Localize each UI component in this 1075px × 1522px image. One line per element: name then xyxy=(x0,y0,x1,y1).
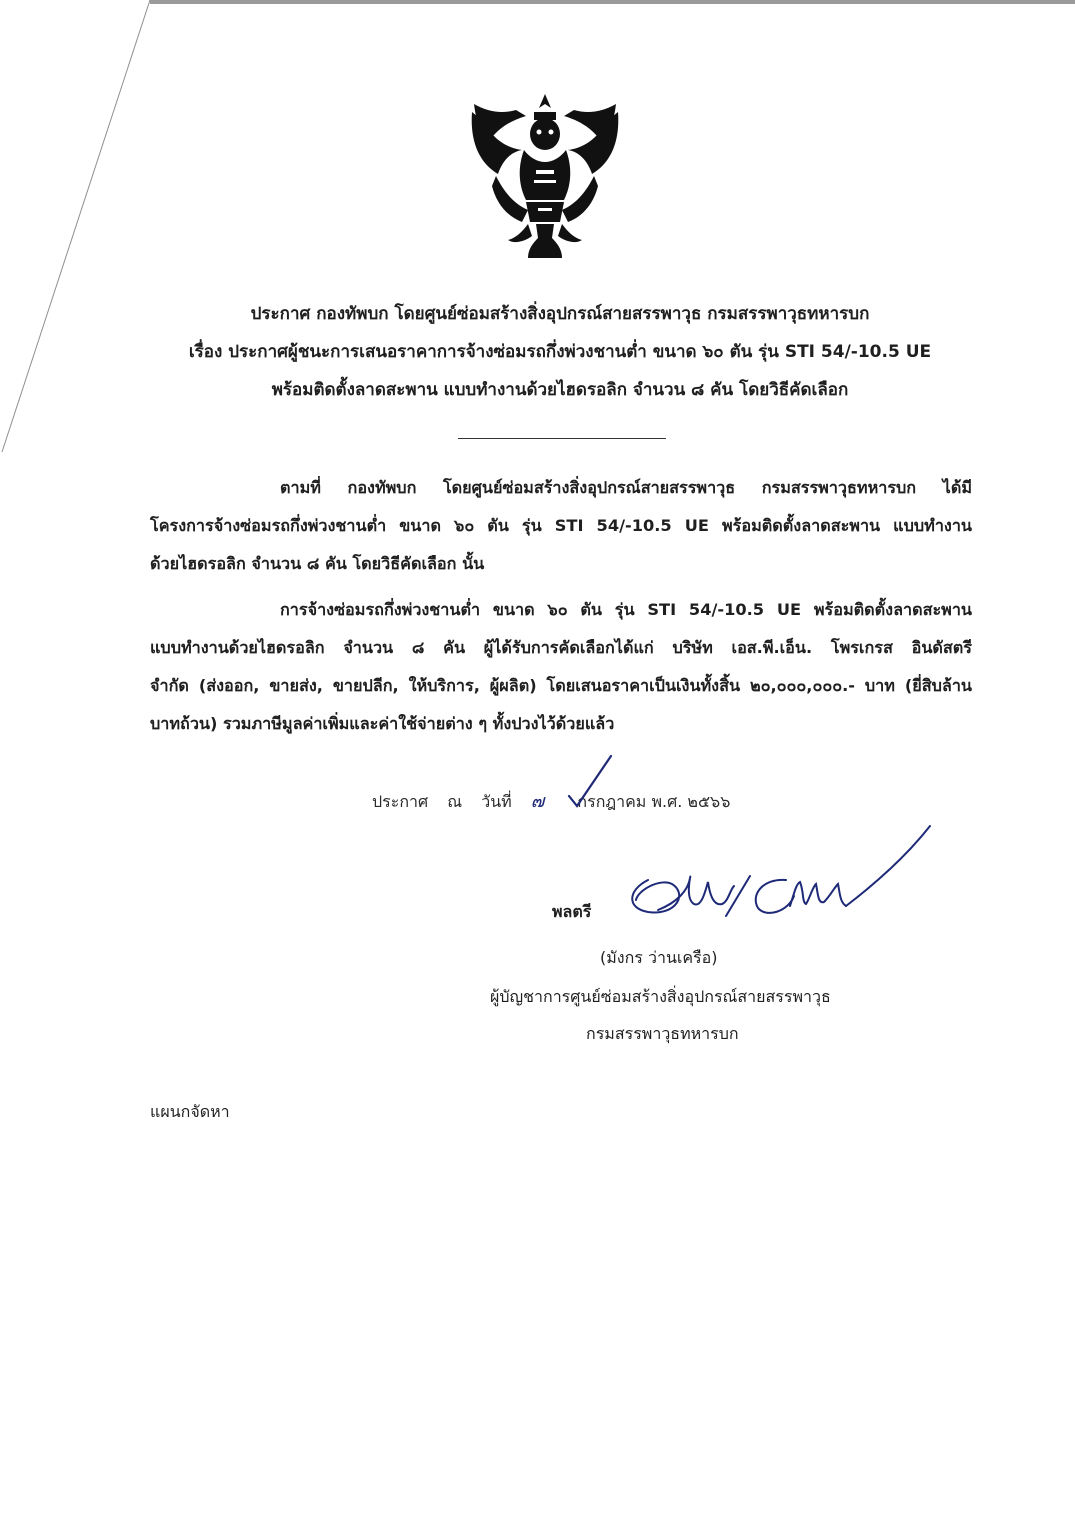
announcement-title: ประกาศ กองทัพบก โดยศูนย์ซ่อมสร้างสิ่งอุปกรณ์สายสรรพาวุธ กรมสรรพาวุธทหารบก xyxy=(250,304,870,324)
paragraph1-line: ตามที่ กองทัพบก โดยศูนย์ซ่อมสร้างสิ่งอุปกรณ์สายสรรพาวุธ กรมสรรพาวุธทหารบก ได้มี xyxy=(280,478,972,497)
signatory-position: ผู้บัญชาการศูนย์ซ่อมสร้างสิ่งอุปกรณ์สายสรรพาวุธ xyxy=(490,987,831,1006)
paragraph2-line: แบบทำงานด้วยไฮดรอลิก จำนวน ๘ คัน ผู้ได้รับการคัดเลือกได้แก่ บริษัท เอส.พี.เอ็น. โพรเกรส อินดัสตรี xyxy=(150,638,972,657)
paragraph2-line: จำกัด (ส่งออก, ขายส่ง, ขายปลีก, ให้บริการ, ผู้ผลิต) โดยเสนอราคาเป็นเงินทั้งสิ้น ๒๐,๐๐๐,๐๐๐.- บาท (ยี่สิบล้าน xyxy=(150,676,972,695)
handwritten-check-mark xyxy=(555,752,615,812)
paragraph2-line: บาทถ้วน) รวมภาษีมูลค่าเพิ่มและค่าใช้จ่ายต่าง ๆ ทั้งปวงไว้ด้วยแล้ว xyxy=(150,714,615,733)
scan-top-edge xyxy=(150,0,1075,4)
paragraph2-line: การจ้างซ่อมรถกึ่งพ่วงชานต่ำ ขนาด ๖๐ ตัน รุ่น STI 54/-10.5 UE พร้อมติดตั้งลาดสะพาน xyxy=(280,600,972,619)
signatory-rank: พลตรี xyxy=(552,902,592,921)
scan-page-edge xyxy=(0,0,160,460)
date-day-label: วันที่ xyxy=(481,792,512,811)
handwritten-signature xyxy=(618,820,938,930)
paragraph1-line: ด้วยไฮดรอลิก จำนวน ๘ คัน โดยวิธีคัดเลือก นั้น xyxy=(150,554,485,573)
date-announced-label: ประกาศ xyxy=(372,792,429,811)
responsible-section: แผนกจัดหา xyxy=(150,1102,230,1121)
garuda-emblem-icon xyxy=(466,92,624,260)
date-day-value: ๗ xyxy=(530,791,545,812)
title-divider xyxy=(458,438,666,439)
signatory-department: กรมสรรพาวุธทหารบก xyxy=(586,1024,739,1043)
announcement-subject: เรื่อง ประกาศผู้ชนะการเสนอราคาการจ้างซ่อมรถกึ่งพ่วงชานต่ำ ขนาด ๖๐ ตัน รุ่น STI 54/-10.5 UE xyxy=(188,342,932,362)
date-month-year: กรกฎาคม พ.ศ. ๒๕๖๖ xyxy=(577,792,731,811)
signatory-name: (มังกร ว่านเครือ) xyxy=(600,948,718,967)
announcement-subject-cont: พร้อมติดตั้งลาดสะพาน แบบทำงานด้วยไฮดรอลิก จำนวน ๘ คัน โดยวิธีคัดเลือก xyxy=(271,380,849,400)
paragraph1-line: โครงการจ้างซ่อมรถกึ่งพ่วงชานต่ำ ขนาด ๖๐ ตัน รุ่น STI 54/-10.5 UE พร้อมติดตั้งลาดสะพาน แบบทำงาน xyxy=(150,516,972,535)
date-at-label: ณ xyxy=(447,792,463,811)
